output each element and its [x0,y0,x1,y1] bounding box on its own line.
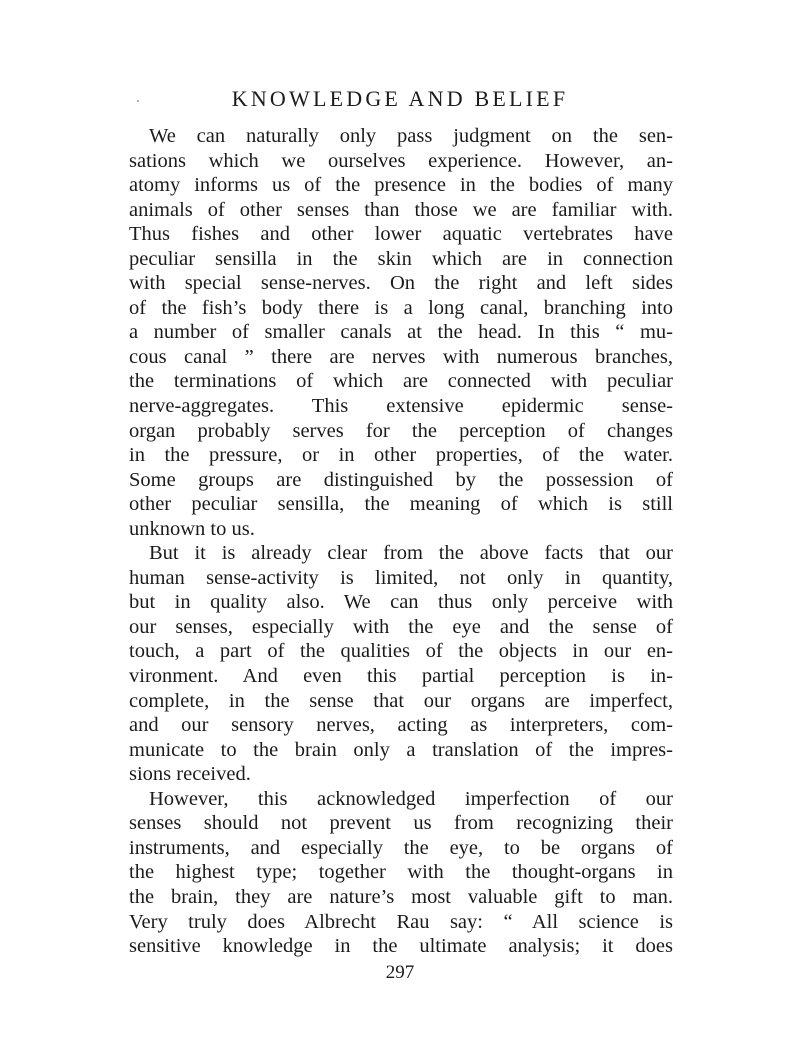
text-line: atomy informs us of the presence in the bodies of many [129,174,673,197]
body-text [129,124,673,959]
text-line: but in quality also. We can thus only perceive with [129,591,673,614]
running-head: KNOWLEDGE AND BELIEF [231,86,569,111]
text-line: cous canal ” there are nerves with numerous branches, [129,345,673,368]
text-line: animals of other senses than those we are familiar with. [129,198,673,221]
page-number: 297 [385,962,415,983]
text-line: peculiar sensilla in the skin which are in connection [129,247,673,270]
text-line: unknown to us. [129,517,255,540]
text-line: with special sense-nerves. On the right and left sides [129,272,673,295]
text-line: the highest type; together with the thought-organs in [129,861,673,884]
text-line: of the fish’s body there is a long canal, branching into [129,296,673,319]
text-line: complete, in the sense that our organs are imperfect, [129,689,673,712]
text-line: in the pressure, or in other properties, of the water. [129,444,673,467]
text-line: sations which we ourselves experience. However, an- [129,149,673,172]
text-line: sensitive knowledge in the ultimate analysis; it does [129,935,673,958]
text-line: human sense-activity is limited, not only in quantity, [129,566,673,589]
text-line: the terminations of which are connected with peculiar [129,370,673,393]
text-line: our senses, especially with the eye and the sense of [129,615,673,638]
text-line: a number of smaller canals at the head. In this “ mu- [129,321,673,344]
paragraph-first-line: But it is already clear from the above facts that our [149,542,673,565]
text-line: instruments, and especially the eye, to be organs of [129,836,673,859]
text-line: Thus fishes and other lower aquatic vertebrates have [129,223,673,246]
text-line: and our sensory nerves, acting as interpreters, com- [129,714,673,737]
text-line: Very truly does Albrecht Rau say: “ All science is [129,910,673,933]
paragraph-first-line: However, this acknowledged imperfection of our [149,787,673,810]
text-line: vironment. And even this partial perception is in- [129,665,673,688]
paragraph-first-line: We can naturally only pass judgment on the sen- [149,125,673,147]
text-line: sions received. [129,763,251,786]
text-line: touch, a part of the qualities of the objects in our en- [129,640,673,663]
text-line: senses should not prevent us from recognizing their [129,812,673,835]
text-line: Some groups are distinguished by the possession of [129,468,673,491]
text-line: other peculiar sensilla, the meaning of which is still [129,493,673,516]
text-line: nerve-aggregates. This extensive epidermic sense- [129,395,673,418]
text-line: municate to the brain only a translation of the impres- [129,738,673,761]
text-line: organ probably serves for the perception of changes [129,419,673,442]
text-line: the brain, they are nature’s most valuable gift to man. [129,885,673,908]
